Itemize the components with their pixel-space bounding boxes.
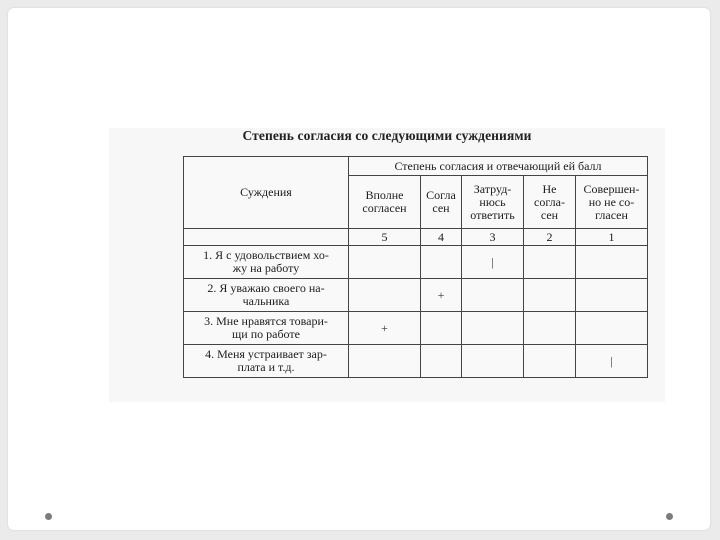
column-header: Вполне согласен (349, 176, 421, 229)
score-cell: 3 (462, 229, 524, 246)
scanned-table-image (109, 128, 665, 402)
table-title: Степень согласия со следующими суждениями (242, 128, 532, 143)
mark-cell (349, 246, 421, 279)
agreement-group-header: Степень согласия и отвечающий ей балл (349, 157, 648, 176)
mark-cell (576, 279, 648, 312)
mark-cell (576, 246, 648, 279)
column-header: Согла сен (421, 176, 462, 229)
table-row (184, 312, 648, 345)
mark-cell: | (576, 345, 648, 378)
mark-cell (421, 345, 462, 378)
score-cell: 1 (576, 229, 648, 246)
mark-cell (421, 246, 462, 279)
statement-cell: 1. Я с удовольствием хо- жу на работу (184, 246, 349, 279)
statement-cell: 3. Мне нравятся товари- щи по работе (184, 312, 349, 345)
table-row (184, 279, 648, 312)
judgments-header: Суждения (184, 157, 349, 229)
mark-cell (524, 279, 576, 312)
column-header: Затруд- нюсь ответить (462, 176, 524, 229)
score-cell: 2 (524, 229, 576, 246)
mark-cell (462, 345, 524, 378)
table-row (184, 345, 648, 378)
score-cell: 4 (421, 229, 462, 246)
mark-cell (524, 312, 576, 345)
score-cell: 5 (349, 229, 421, 246)
statement-cell: 2. Я уважаю своего на- чальника (184, 279, 349, 312)
column-header: Не согла- сен (524, 176, 576, 229)
bullet-dot-icon (45, 513, 52, 520)
mark-cell: + (349, 312, 421, 345)
mark-cell: + (421, 279, 462, 312)
table-row (184, 246, 648, 279)
mark-cell (462, 312, 524, 345)
score-spacer (184, 229, 349, 246)
mark-cell (462, 279, 524, 312)
bullet-dot-icon (666, 513, 673, 520)
mark-cell (349, 279, 421, 312)
column-header: Совершен- но не со- гласен (576, 176, 648, 229)
statement-cell: 4. Меня устраивает зар- плата и т.д. (184, 345, 349, 378)
survey-table (183, 156, 648, 378)
mark-cell (576, 312, 648, 345)
mark-cell (524, 345, 576, 378)
mark-cell (421, 312, 462, 345)
mark-cell (524, 246, 576, 279)
mark-cell: | (462, 246, 524, 279)
mark-cell (349, 345, 421, 378)
